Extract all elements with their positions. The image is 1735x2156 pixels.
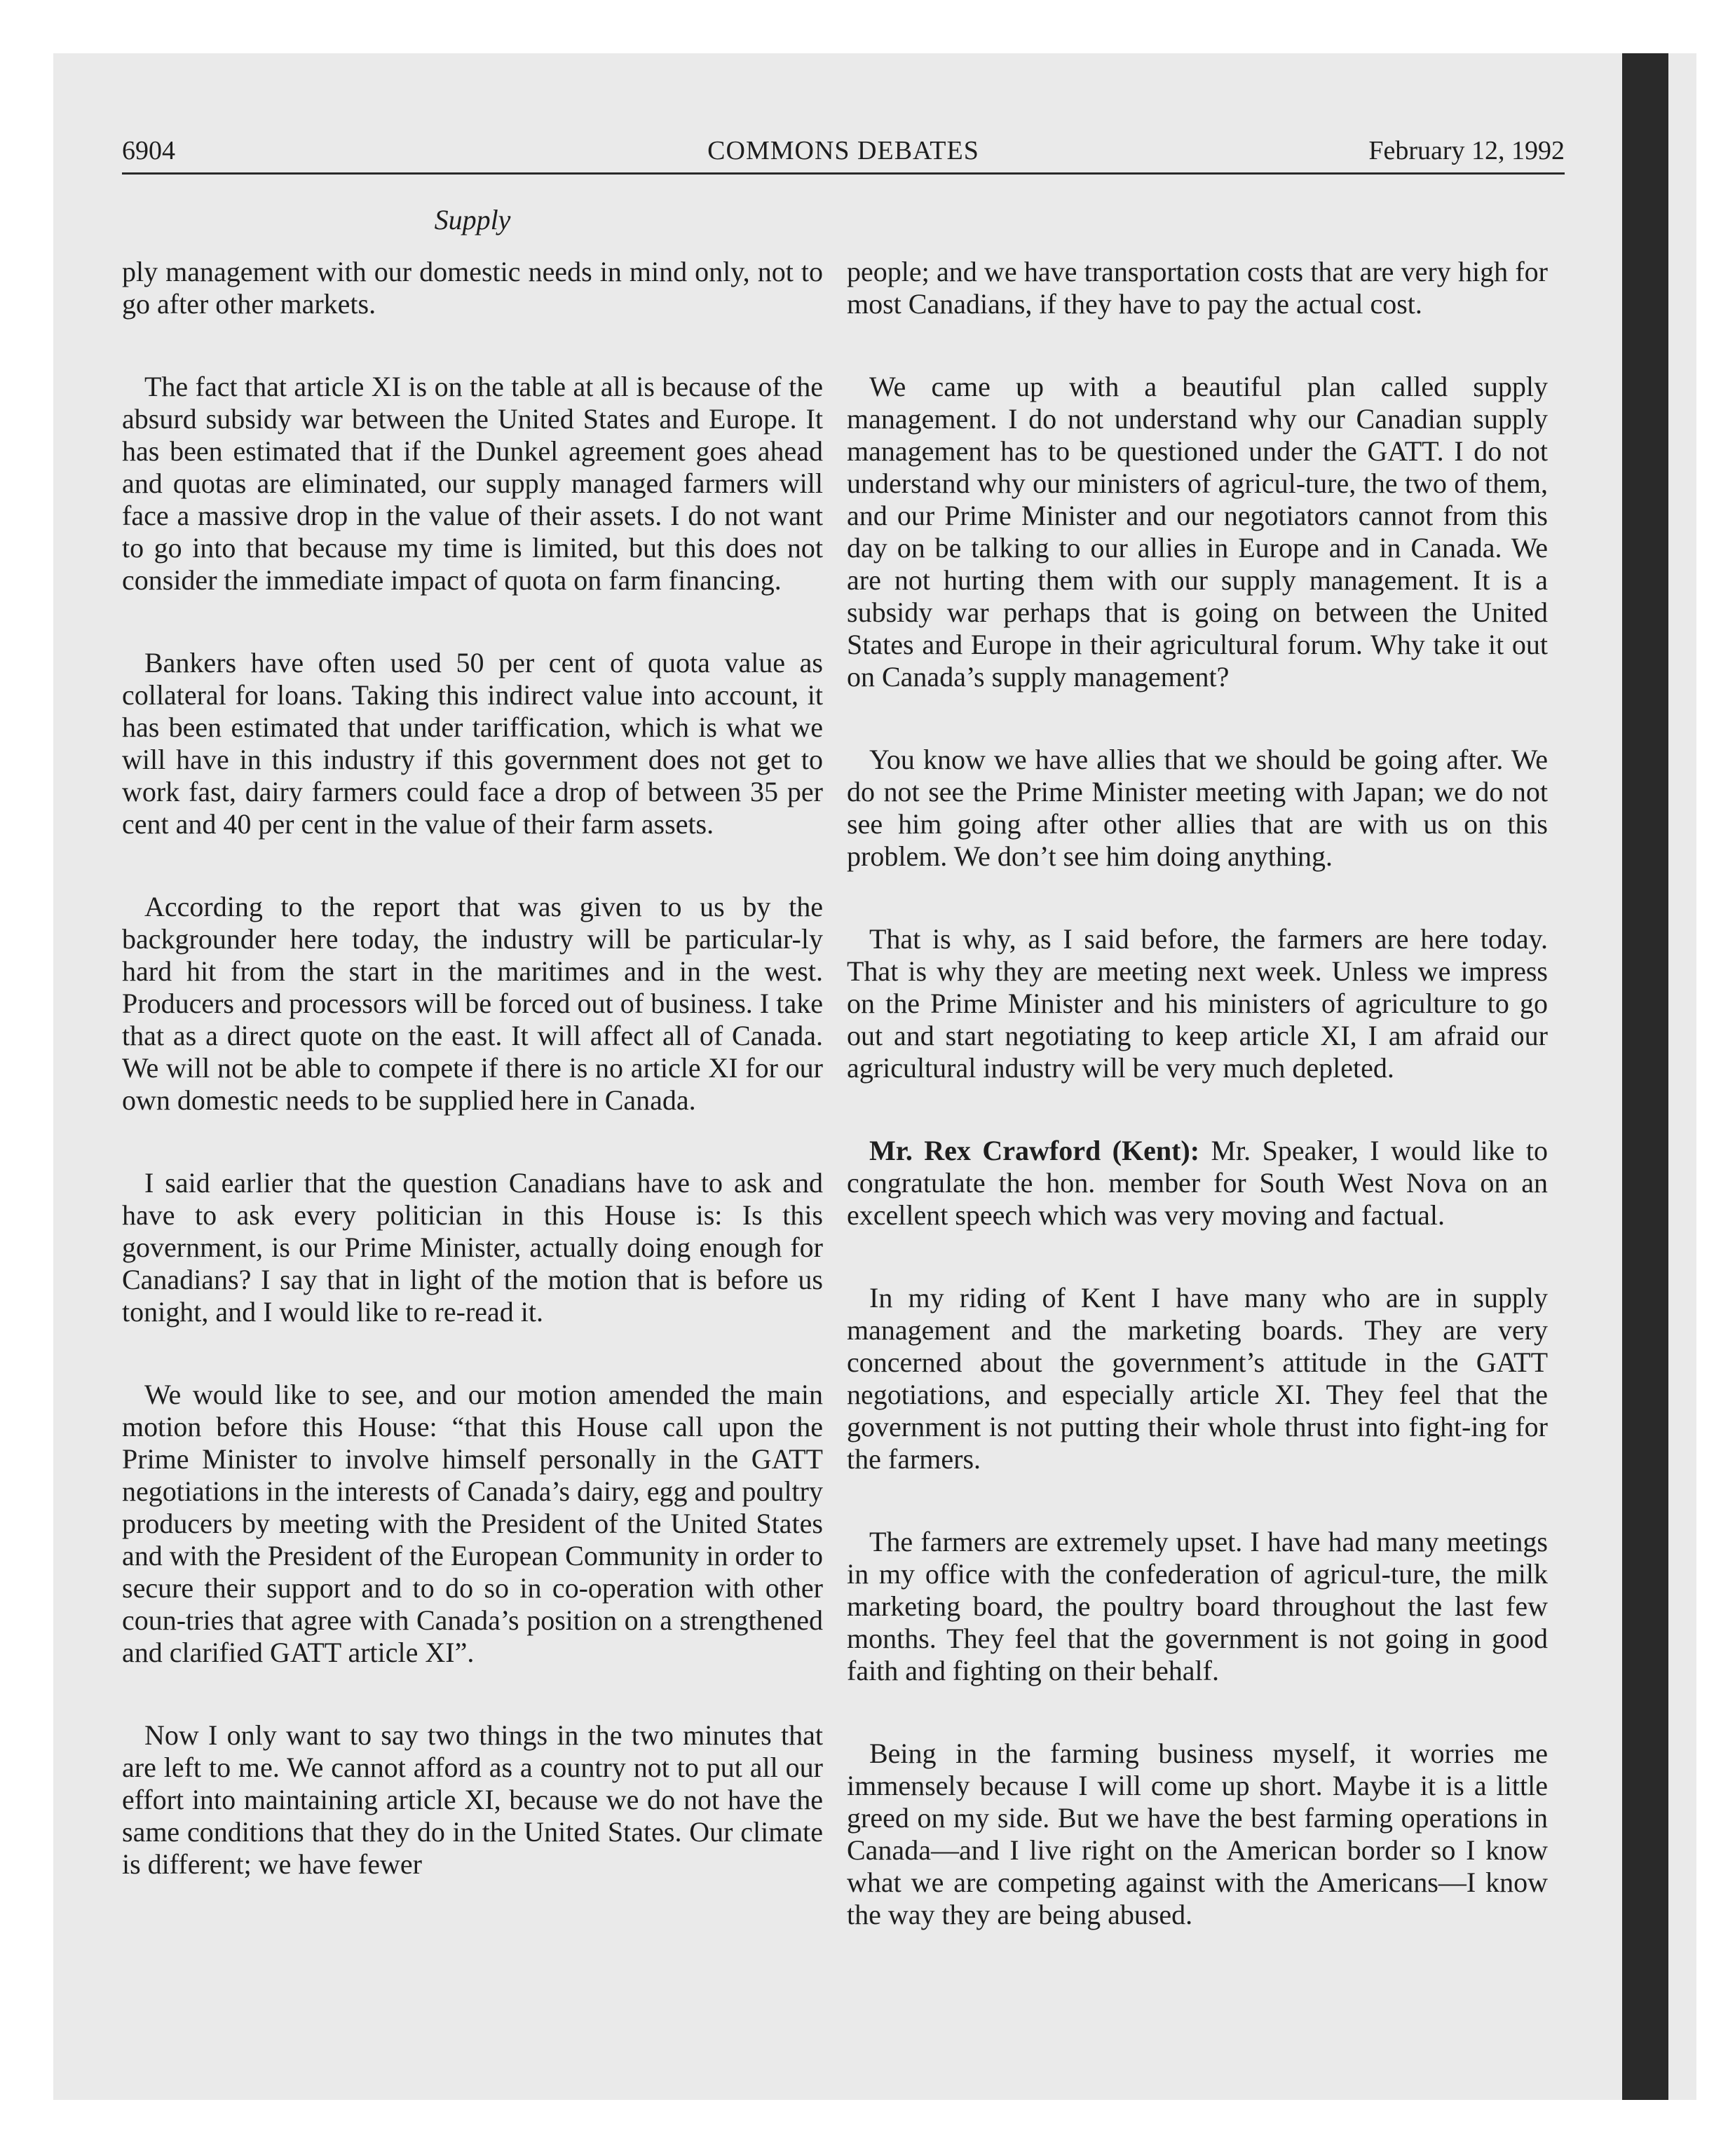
paragraph: We would like to see, and our motion amended the main motion before this House: “that this House call upon the Prime Minister to involve himself personally in the GATT negotiations in the interests of Canada’s dairy, egg and poultry producers by meeting with the President of the United States and with the President of the European Community in order to secure their support and to do so in co-operation with other coun-tries that agree with Canada’s position on a strengthened and clarified GATT article XI”. [122,1379,823,1668]
publication-title: COMMONS DEBATES [707,136,979,165]
header-rule [122,172,1565,175]
speech-text: Mr. Speaker, I would like to congratulate the hon. member for South West Nova on an excellent speech which was very moving and factual. [847,1135,1549,1231]
paragraph: We came up with a beautiful plan called supply management. I do not understand why our Canadian supply management has to be questioned under the GATT. I do not understand why our ministers of agricul-ture, the two of them, and our Prime Minister and our negotiators cannot from this day on be talking to our allies in Europe and in Canada. We are not hurting them with our supply management. It is a subsidy war perhaps that is going on between the United States and Europe in their agricultural forum. Why take it out on Canada’s supply management? [847,371,1548,692]
page-number: 6904 [122,136,175,165]
publication-date: February 12, 1992 [1368,136,1565,165]
paragraph: Being in the farming business myself, it worries me immensely because I will come up short. Maybe it is a little greed on my side. But we have the best farming operations in Canada—and I live right on the American border so I know what we are competing against with the Americans—I know the way they are being abused. [847,1738,1548,1930]
paragraph: Now I only want to say two things in the two minutes that are left to me. We cannot afford as a country not to put all our effort into maintaining article XI, because we do not have the same conditions that they do in the United States. Our climate is different; we have fewer [122,1719,823,1880]
speaker-paragraph [847,1135,1548,1231]
section-title: Supply [434,204,511,236]
paragraph: ply management with our domestic needs in mind only, not to go after other markets. [122,256,823,320]
paragraph: In my riding of Kent I have many who are in supply management and the marketing boards. They are very concerned about the government’s attitude in the GATT negotiations, and especially article XI. They feel that the government is not putting their whole thrust into fight-ing for the farmers. [847,1282,1548,1475]
right-column [847,256,1548,1931]
paragraph: The farmers are extremely upset. I have had many meetings in my office with the confederation of agricul-ture, the milk marketing board, the poultry board throughout the last few months. They feel that the government is not going in good faith and fighting on their behalf. [847,1526,1548,1686]
speaker-name: Mr. Rex Crawford (Kent): [869,1135,1200,1166]
paragraph: According to the report that was given to us by the backgrounder here today, the industry will be particular-ly hard hit from the start in the maritimes and in the west. Producers and processors will be forced out of business. I take that as a direct quote on the east. It will affect all of Canada. We will not be able to compete if there is no article XI for our own domestic needs to be supplied here in Canada. [122,891,823,1116]
paragraph: Bankers have often used 50 per cent of quota value as collateral for loans. Taking this indirect value into account, it has been estimated that under tariffication, which is what we will have in this industry if this government does not get to work fast, dairy farmers could face a drop of between 35 per cent and 40 per cent in the value of their farm assets. [122,647,823,840]
paragraph: I said earlier that the question Canadians have to ask and have to ask every politician in this House is: Is this government, is our Prime Minister, actually doing enough for Canadians? I say that in light of the motion that is before us tonight, and I would like to re-read it. [122,1167,823,1328]
paragraph: The fact that article XI is on the table at all is because of the absurd subsidy war between the United States and Europe. It has been estimated that if the Dunkel agreement goes ahead and quotas are eliminated, our supply managed farmers will face a massive drop in the value of their assets. I do not want to go into that because my time is limited, but this does not consider the immediate impact of quota on farm financing. [122,371,823,596]
left-column [122,256,823,1881]
running-header [122,130,1565,171]
paragraph: You know we have allies that we should be going after. We do not see the Prime Minister meeting with Japan; we do not see him going after other allies that are with us on this problem. We don’t see him doing anything. [847,744,1548,872]
paragraph: people; and we have transportation costs that are very high for most Canadians, if they have to pay the actual cost. [847,256,1548,320]
scan-edge-shadow [1622,53,1668,2100]
paragraph: That is why, as I said before, the farmers are here today. That is why they are meeting next week. Unless we impress on the Prime Minister and his ministers of agriculture to go out and start negotiating to keep article XI, I am afraid our agricultural industry will be very much depleted. [847,923,1548,1084]
